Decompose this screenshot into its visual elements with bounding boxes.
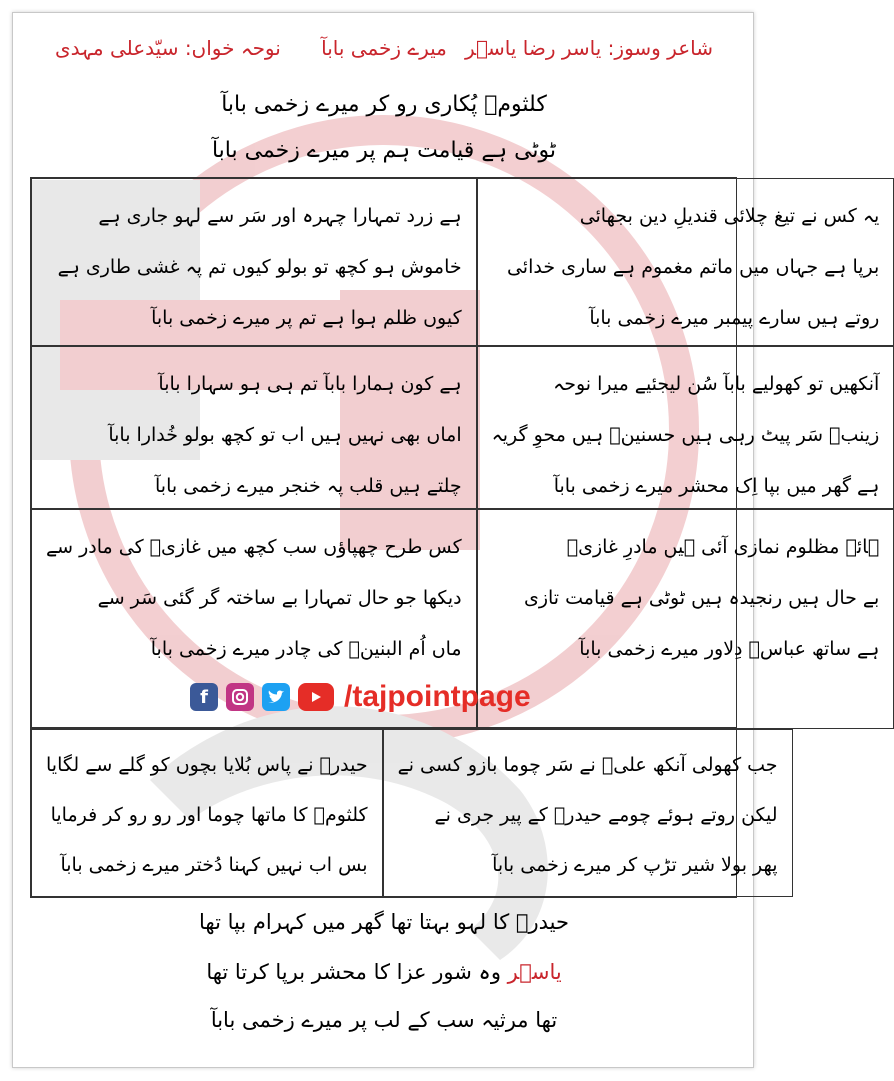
poet-credit: شاعر وسوز: یاسر رضا یاسؔر bbox=[464, 36, 713, 60]
closing-line: تھا مرثیہ سب کے لب پر میرے زخمی بابآ bbox=[210, 1008, 558, 1032]
stanza-cell-left bbox=[31, 729, 383, 897]
closing-line bbox=[0, 960, 768, 984]
verse-line: پھر بولا شیر تڑپ کر میرے زخمی بابآ bbox=[492, 854, 778, 876]
verse-line: جب کھولی آنکھ علیؑ نے سَر چوما بازو کسی نے bbox=[397, 754, 778, 776]
stanza-table-bottom bbox=[30, 728, 778, 898]
nauha-title: میرے زخمی بابآ bbox=[321, 36, 447, 60]
verse-line: ہے زرد تمہارا چہرہ اور سَر سے لہو جاری ہے bbox=[98, 205, 462, 227]
verse-line: دیکھا جو حال تمہارا بے ساختہ گر گئی سَر سے bbox=[97, 587, 462, 609]
stanza-cell-right bbox=[477, 178, 894, 346]
stanza-cell-left bbox=[31, 178, 477, 346]
verse-line: ہائے مظلوم نمازی آئی ہیں مادرِ غازیؑ bbox=[566, 536, 880, 558]
stanza-cell-right bbox=[477, 509, 894, 729]
stanza-cell-right bbox=[383, 729, 793, 897]
youtube-icon[interactable] bbox=[298, 683, 334, 711]
verse-line: کلثومؑ کا ماتھا چوما اور رو رو کر فرمایا bbox=[50, 804, 368, 826]
verse-line: خاموش ہو کچھ تو بولو کیوں تم پہ غشی طاری ہے bbox=[57, 256, 462, 278]
social-handle[interactable]: /tajpointpage bbox=[344, 680, 531, 713]
stanza-cell-right bbox=[477, 346, 894, 509]
verse-line: حیدرؑ نے پاس بُلایا بچوں کو گلے سے لگایا bbox=[46, 754, 368, 776]
verse-line: زینبؑ سَر پیٹ رہی ہیں حسنینؑ ہیں محوِ گریہ bbox=[491, 424, 880, 446]
facebook-icon[interactable]: f bbox=[190, 683, 218, 711]
chorus-line: ٹوٹی ہے قیامت ہم پر میرے زخمی بابآ bbox=[211, 138, 557, 163]
verse-line: ہے کون ہمارا بابآ تم ہی ہو سہارا بابآ bbox=[158, 373, 462, 395]
social-links bbox=[190, 680, 531, 714]
verse-line: یہ کس نے تیغ چلائی قندیلِ دین بجھائی bbox=[579, 205, 880, 227]
reciter-credit: نوحہ خواں: سیّدعلی مہدی bbox=[55, 36, 281, 60]
verse-line: لیکن روتے ہوئے چومے حیدرؑ کے پیر جری نے bbox=[434, 804, 778, 826]
chorus-line: کلثومؑ پُکاری رو کر میرے زخمی بابآ bbox=[221, 92, 547, 117]
twitter-icon[interactable] bbox=[262, 683, 290, 711]
verse-line: ماں اُم البنینؑ کی چادر میرے زخمی بابآ bbox=[150, 638, 462, 660]
verse-line: ہے گھر میں بپا اِک محشر میرے زخمی بابآ bbox=[553, 475, 880, 497]
stanza-table bbox=[30, 177, 880, 728]
verse-line: کس طرح چھپاؤں سب کچھ میں غازیؑ کی مادر سے bbox=[46, 536, 462, 558]
closing-line-text: وہ شور عزا کا محشر برپا کرتا تھا bbox=[206, 960, 501, 984]
verse-line: کیوں ظلم ہوا ہے تم پر میرے زخمی بابآ bbox=[151, 307, 462, 329]
verse-line: روتے ہیں سارے پیمبر میرے زخمی بابآ bbox=[589, 307, 880, 329]
verse-line: ہے ساتھ عباسؑ دِلاور میرے زخمی بابآ bbox=[579, 638, 880, 660]
verse-line: آنکھیں تو کھولیے بابآ سُن لیجئیے میرا نوحہ bbox=[553, 373, 880, 395]
verse-line: برپا ہے جہاں میں ماتم مغموم ہے ساری خدائی bbox=[506, 256, 880, 278]
closing-line: حیدرؑ کا لہو بہتا تھا گھر میں کہرام بپا تھا bbox=[199, 910, 569, 934]
verse-line: بس اب نہیں کہنا دُختر میرے زخمی بابآ bbox=[60, 854, 368, 876]
instagram-icon[interactable] bbox=[226, 683, 254, 711]
stanza-cell-left bbox=[31, 346, 477, 509]
poet-name-takhallus: یاسؔر bbox=[507, 960, 562, 984]
verse-line: بے حال ہیں رنجیدہ ہیں ٹوٹی ہے قیامت تازی bbox=[523, 587, 880, 609]
verse-line: چلتے ہیں قلب پہ خنجر میرے زخمی بابآ bbox=[155, 475, 462, 497]
verse-line: اماں بھی نہیں ہیں اب تو کچھ بولو خُدارا بابآ bbox=[108, 424, 462, 446]
